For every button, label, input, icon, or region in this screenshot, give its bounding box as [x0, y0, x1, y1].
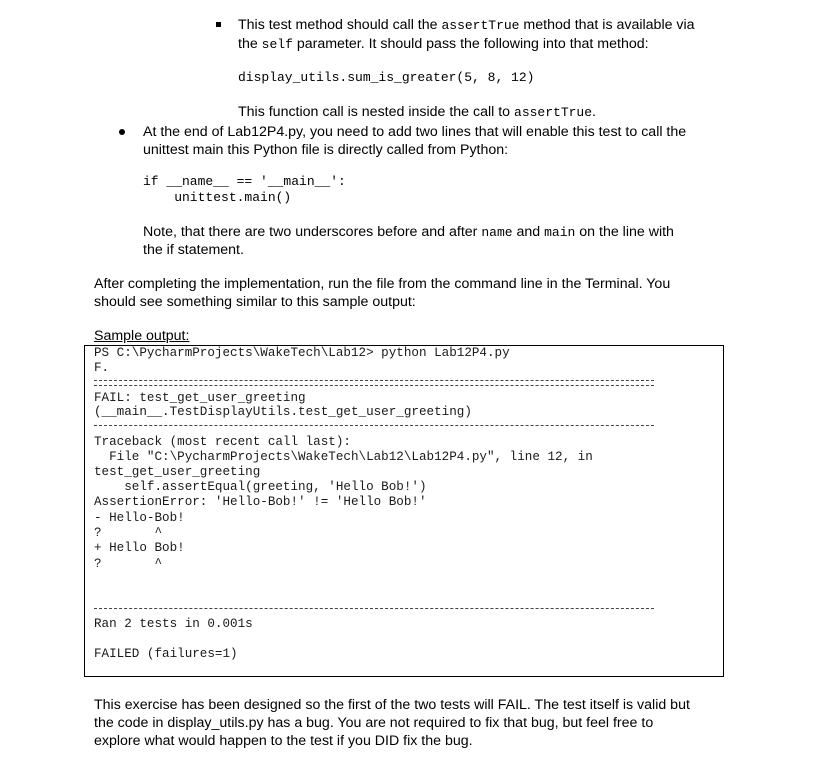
code-sum-is-greater: display_utils.sum_is_greater(5, 8, 12) [238, 70, 535, 85]
output-diff3: + Hello Bob! [94, 541, 185, 555]
intro-line1: After completing the implementation, run the file from the command line in the Terminal. You [94, 276, 671, 292]
inline-code: name [481, 225, 513, 240]
text: . [592, 104, 596, 120]
bullet1-line1 [238, 16, 695, 35]
bullet1-nested-line [238, 103, 596, 122]
inline-code: self [261, 37, 293, 52]
separator-double [94, 380, 654, 386]
output-traceback4: self.assertEqual(greeting, 'Hello Bob!') [94, 480, 427, 494]
note-line2: the if statement. [143, 242, 244, 258]
output-ran: Ran 2 tests in 0.001s [94, 617, 253, 631]
code-unittest-main: unittest.main() [143, 190, 292, 205]
output-traceback1: Traceback (most recent call last): [94, 435, 351, 449]
inline-code: assertTrue [514, 105, 593, 120]
output-fail-line1: FAIL: test_get_user_greeting [94, 391, 306, 405]
bullet1-line2 [238, 35, 649, 54]
separator-dashed [94, 425, 654, 426]
closing-line1: This exercise has been designed so the first of the two tests will FAIL. The test itself is valid but [94, 697, 690, 713]
bullet2-line2: unittest main this Python file is directly called from Python: [143, 142, 509, 158]
code-if-main: if __name__ == '__main__': [143, 174, 346, 189]
output-diff2: ? ^ [94, 526, 163, 540]
text: and [512, 224, 545, 240]
output-cmd: PS C:\PycharmProjects\WakeTech\Lab12> python Lab12P4.py [94, 346, 510, 360]
separator-dashed [94, 608, 654, 609]
output-traceback2: File "C:\PycharmProjects\WakeTech\Lab12\Lab12P4.py", line 12, in [94, 450, 593, 464]
sample-output-label: Sample output: [94, 328, 190, 344]
inline-code: assertTrue [441, 18, 520, 33]
output-diff4: ? ^ [94, 557, 163, 571]
output-fail-line2: (__main__.TestDisplayUtils.test_get_user_greeting) [94, 405, 472, 419]
text: method that is available via [519, 17, 695, 33]
closing-line2: the code in display_utils.py has a bug. You are not required to fix that bug, but feel free to [94, 715, 654, 731]
output-dots: F. [94, 361, 110, 375]
closing-line3: explore what would happen to the test if you DID fix the bug. [94, 733, 473, 749]
output-failed: FAILED (failures=1) [94, 647, 238, 661]
output-traceback3: test_get_user_greeting [94, 465, 261, 479]
text: parameter. It should pass the following into that method: [292, 36, 649, 52]
round-bullet-icon [119, 129, 125, 135]
inline-code: main [544, 225, 576, 240]
output-assertion: AssertionError: 'Hello-Bob!' != 'Hello Bob!' [94, 495, 427, 509]
text: Note, that there are two underscores before and after [143, 224, 482, 240]
text: on the line with [575, 224, 674, 240]
bullet2-line1: At the end of Lab12P4.py, you need to add two lines that will enable this test to call the [143, 124, 687, 140]
text: This test method should call the [238, 17, 442, 33]
text: the [238, 36, 262, 52]
square-bullet-icon [216, 22, 221, 27]
note-line1 [143, 223, 674, 242]
intro-line2: should see something similar to this sample output: [94, 294, 416, 310]
text: This function call is nested inside the call to [238, 104, 515, 120]
output-diff1: - Hello-Bob! [94, 511, 185, 525]
